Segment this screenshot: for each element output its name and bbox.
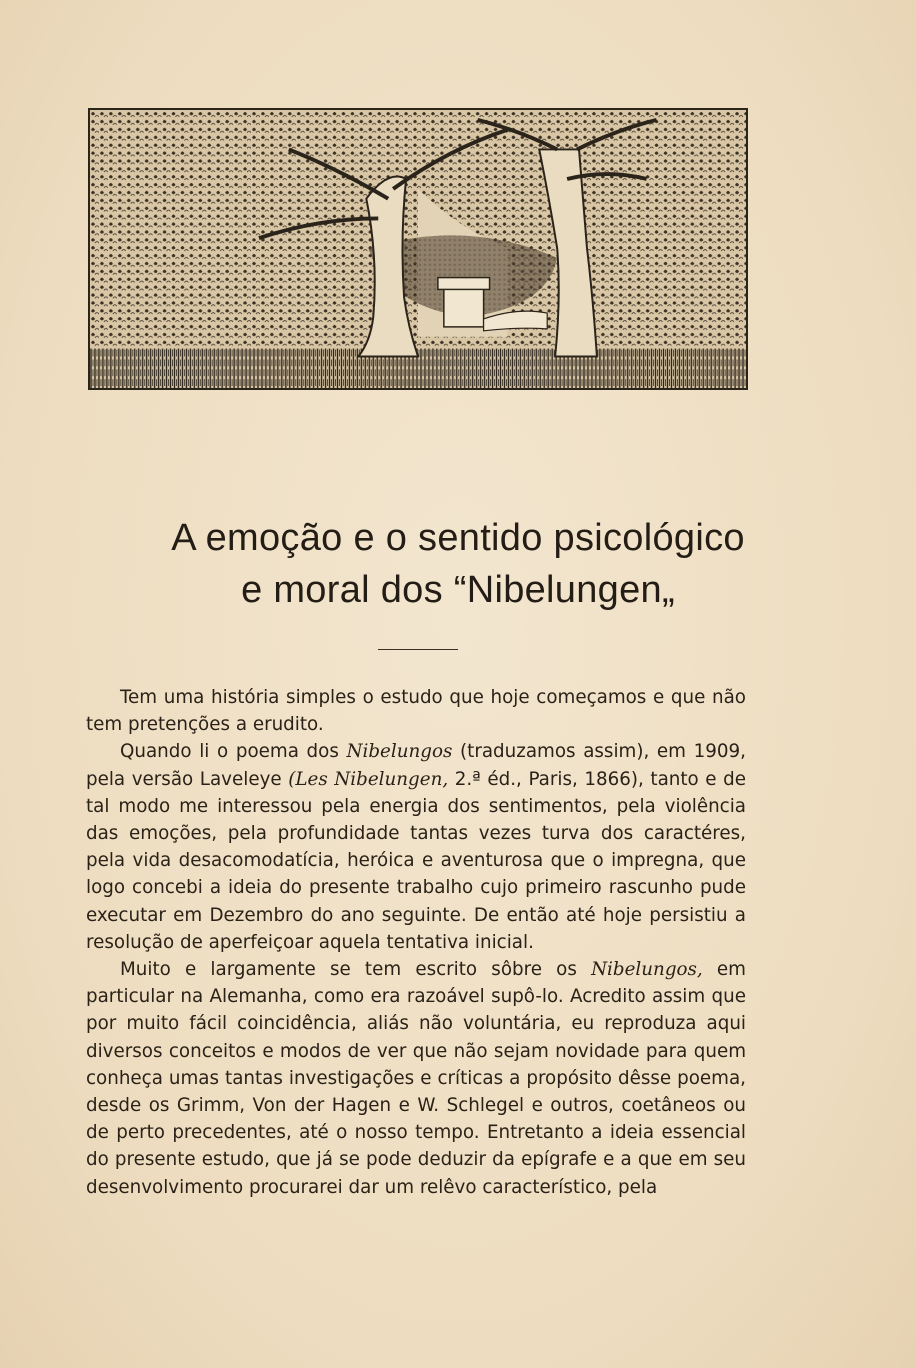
text-span: Quando li o poema dos <box>120 741 347 763</box>
paragraph-3 <box>86 956 746 1201</box>
italic-title: Nibelungos <box>346 741 453 763</box>
title-line-1: A emoção e o sentido psicológico <box>171 517 745 559</box>
italic-title: Nibelungos, <box>591 959 703 981</box>
text-span: 2.ª éd., Paris, 1866), tanto e de tal modo me interessou pela energia dos sentimentos, pela violência das emoções, pela profundidade tantas vezes turva dos caractéres, pela vida desacomodatícia, heróica e aventurosa que o impregna, que logo concebi a ideia do presente trabalho cujo primeiro rascunho pude executar em Dezembro do ano seguinte. De então até hoje persistiu a resolução de aperfeiçoar aquela tentativa inicial. <box>86 768 746 953</box>
italic-title: (Les Nibelungen, <box>288 768 449 790</box>
text-span: (traduzamos assim), em 1909, pela versão Laveleye <box>86 741 746 790</box>
text-span: em particular na Alemanha, como era razoável supô-lo. Acredito assim que por muito fácil coincidência, aliás não voluntária, eu reproduza aqui diversos conceitos e modos de ver que não sejam novidade para quem conheça umas tantas investigações e críticas a propósito dêsse poema, desde os Grimm, Von der Hagen e W. Schlegel e outros, coetâneos ou de perto precedentes, até o nosso tempo. Entretanto a ideia essencial do presente estudo, que já se pode deduzir da epígrafe e a que em seu desenvolvimento procurarei dar um relêvo característico, pela <box>86 959 746 1198</box>
article-title <box>60 512 856 616</box>
article-body <box>86 684 746 1201</box>
paragraph-2 <box>86 738 746 956</box>
text-span: Muito e largamente se tem escrito sôbre os <box>120 959 592 981</box>
woodcut-forest-vignette-icon <box>88 108 748 390</box>
paragraph-1: Tem uma história simples o estudo que hoje começamos e que não tem pretenções a erudito. <box>86 687 746 736</box>
title-line-2: e moral dos “Nibelungen„ <box>241 569 675 611</box>
title-divider <box>378 649 458 650</box>
